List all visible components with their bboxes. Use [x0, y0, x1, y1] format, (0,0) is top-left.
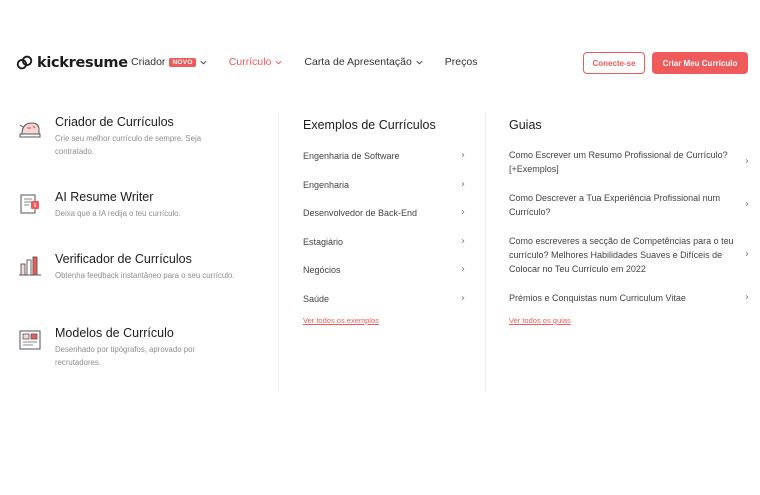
column-divider [485, 112, 486, 392]
chevron-down-icon [275, 60, 282, 65]
see-all-examples-link[interactable]: Ver todos os exemplos [303, 316, 379, 325]
menu-item-precos[interactable] [445, 56, 478, 68]
chevron-right-icon: › [461, 293, 465, 304]
examples-heading: Exemplos de Currículos [303, 118, 436, 132]
example-link[interactable] [303, 293, 465, 304]
feature-title: Verificador de Currículos [55, 252, 192, 266]
menu-item-label: Currículo [228, 56, 272, 68]
feature-ai-writer[interactable] [16, 190, 256, 221]
example-label: Desenvolvedor de Back-End [303, 207, 418, 218]
feature-templates[interactable] [16, 326, 256, 369]
guide-label: Prémios e Conquistas num Curriculum Vitae [509, 293, 686, 303]
example-label: Saúde [303, 293, 330, 304]
brand-logo[interactable] [16, 54, 128, 71]
example-label: Estagiário [303, 236, 344, 247]
kickresume-logo-icon [16, 54, 33, 71]
feature-description: Desenhado por tipógrafos, aprovado por recrutadores. [55, 345, 196, 367]
resume-builder-icon [16, 115, 44, 143]
guide-link[interactable] [509, 291, 749, 305]
column-divider [278, 112, 279, 392]
menu-item-label: Criador [131, 56, 166, 68]
chevron-down-icon [200, 60, 207, 65]
guides-heading: Guias [509, 118, 542, 132]
menu-item-carta[interactable] [304, 56, 422, 68]
guide-label: Como Descrever a Tua Experiência Profissional num Currículo? [509, 193, 721, 217]
login-button[interactable]: Conecte-se [583, 52, 645, 74]
chevron-down-icon [416, 60, 423, 65]
feature-title: AI Resume Writer [55, 190, 154, 204]
main-menu [131, 56, 499, 68]
feature-description: Deixa que a IA redija o teu currículo. [55, 209, 181, 218]
examples-column [303, 118, 465, 325]
chevron-right-icon: › [745, 292, 749, 303]
example-link[interactable] [303, 236, 465, 247]
menu-item-label: Preços [444, 56, 478, 68]
chevron-right-icon: › [745, 249, 749, 260]
ai-writer-icon [16, 190, 44, 218]
feature-description: Obtenha feedback instantâneo para o seu currículo. [55, 271, 235, 280]
menu-item-label: Carta de Apresentação [304, 56, 412, 68]
chevron-right-icon: › [745, 156, 749, 167]
new-badge: NOVO [169, 58, 195, 67]
chevron-right-icon: › [461, 150, 465, 161]
guide-link[interactable] [509, 191, 749, 219]
feature-resume-builder[interactable] [16, 115, 256, 158]
example-label: Engenharia [303, 179, 350, 190]
brand-name: kickresume [37, 54, 128, 71]
menu-item-curriculo[interactable] [229, 56, 283, 68]
top-nav [0, 0, 760, 125]
feature-title: Criador de Currículos [55, 115, 174, 129]
example-link[interactable] [303, 207, 465, 218]
guide-label: Como Escrever um Resumo Profissional de Currículo? [+Exemplos] [509, 150, 728, 174]
guide-link[interactable] [509, 148, 749, 176]
chevron-right-icon: › [461, 179, 465, 190]
example-label: Engenharia de Software [303, 150, 400, 161]
guide-link[interactable] [509, 234, 749, 276]
chevron-right-icon: › [461, 264, 465, 275]
feature-checker[interactable] [16, 252, 256, 283]
chevron-right-icon: › [461, 207, 465, 218]
see-all-guides-link[interactable]: Ver todos os guias [509, 316, 571, 325]
menu-item-criador[interactable] [131, 56, 207, 68]
guide-label: Como escreveres a secção de Competências para o teu currículo? Melhores Habilidades Suaves e Difíceis de Colocar no Teu Currículo em 2022 [509, 236, 734, 274]
example-link[interactable] [303, 179, 465, 190]
feature-title: Modelos de Currículo [55, 326, 174, 340]
create-resume-button[interactable]: Criar Meu Currículo [652, 52, 748, 74]
feature-description: Crie seu melhor currículo de sempre. Seja contratado. [55, 134, 202, 156]
chevron-right-icon: › [461, 236, 465, 247]
guides-column [509, 118, 749, 325]
chevron-right-icon: › [745, 199, 749, 210]
checker-icon [16, 252, 44, 280]
templates-icon [16, 326, 44, 354]
example-link[interactable] [303, 150, 465, 161]
example-label: Negócios [303, 264, 341, 275]
example-link[interactable] [303, 264, 465, 275]
